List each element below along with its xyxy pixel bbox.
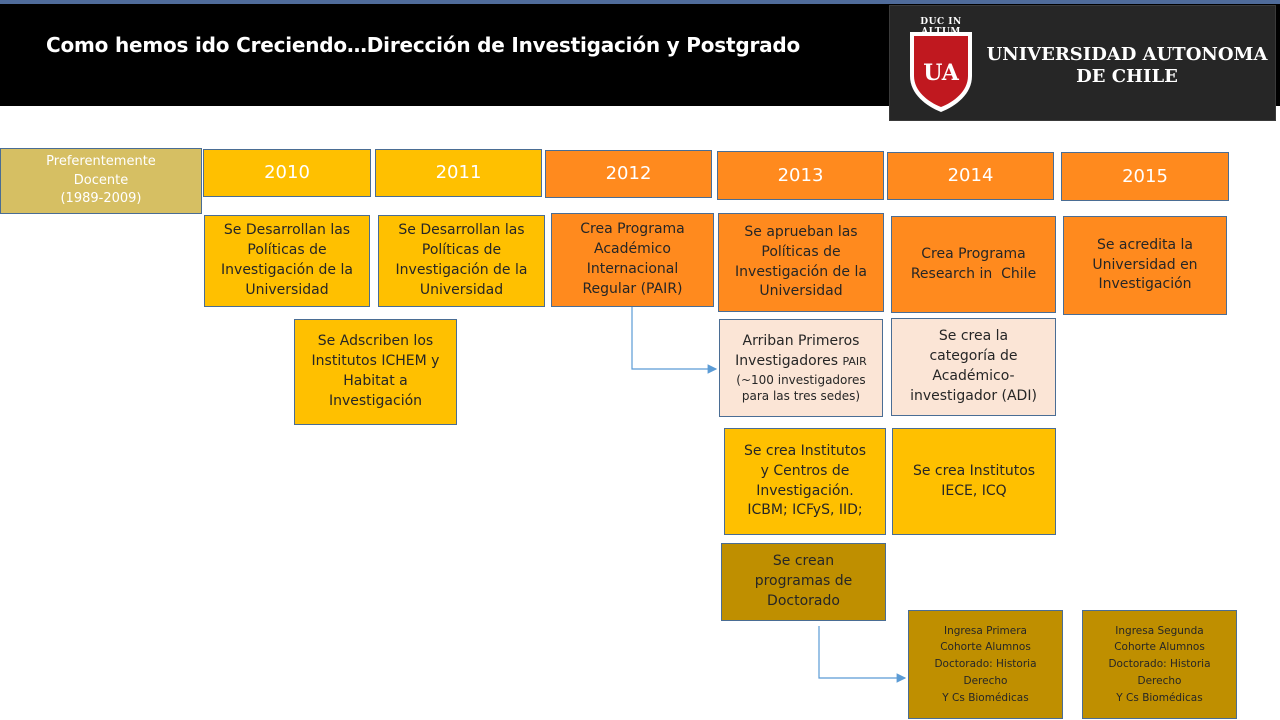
event-line: Investigación de la	[221, 262, 353, 278]
event-line: Cohorte Alumnos	[1114, 641, 1205, 654]
logo-name-line2: DE CHILE	[1076, 66, 1178, 87]
event-line: Derecho	[963, 674, 1008, 687]
event-text-small: PAIR	[842, 354, 867, 368]
slide-title: Como hemos ido Creciendo…Dirección de Investigación y Postgrado	[46, 33, 801, 57]
event-line: Se Desarrollan las	[223, 222, 351, 239]
event-line: Investigación	[1098, 276, 1192, 293]
event-line: Doctorado: Historia	[1108, 658, 1211, 671]
event-2011-policies	[378, 215, 545, 307]
event-line: Crea Programa	[921, 245, 1026, 262]
shield-icon	[906, 30, 976, 114]
event-line: Cohorte Alumnos	[940, 641, 1031, 654]
event-institutes-adscribed	[294, 319, 457, 425]
period-line3: (1989-2009)	[60, 191, 142, 207]
event-2013-doctorate-programs	[721, 543, 886, 621]
logo-motto: DUC IN	[920, 17, 962, 27]
event-2014-research-in-chile	[891, 216, 1056, 313]
arrow-pair-to-researchers	[632, 307, 716, 369]
logo-initials: UA	[923, 60, 959, 86]
year-2012: 2012	[545, 150, 712, 198]
logo-name-line1: UNIVERSIDAD AUTONOMA	[986, 44, 1268, 65]
event-line: Académico-	[932, 368, 1015, 384]
event-line: Se crean	[772, 553, 835, 570]
period-line1: Preferentemente	[46, 153, 156, 169]
event-2015-second-cohort	[1082, 610, 1237, 719]
event-line: Habitat a	[343, 373, 408, 389]
event-line: Investigación.	[756, 482, 854, 499]
event-line: IECE, ICQ	[941, 482, 1007, 499]
event-line: Investigación de la	[395, 262, 528, 278]
event-line: Se acredita la	[1096, 236, 1194, 253]
event-line: Se crea Institutos	[743, 442, 867, 459]
event-line: Y Cs Biomédicas	[1116, 691, 1203, 704]
event-line: Universidad	[759, 283, 843, 300]
event-2014-institutes-created	[892, 428, 1056, 535]
event-line: categoría de	[929, 348, 1018, 365]
university-logo	[889, 5, 1276, 121]
event-line: Se Adscriben los	[317, 333, 434, 350]
event-line: Crea Programa	[580, 221, 685, 238]
period-preferentemente-docente	[0, 148, 202, 214]
year-2015: 2015	[1061, 152, 1229, 201]
event-line: Se aprueban las	[744, 223, 858, 240]
event-line: Arriban Primeros	[742, 332, 860, 349]
event-line: Políticas de	[421, 242, 502, 259]
arrow-doctorates-to-cohort	[819, 626, 905, 678]
year-2013: 2013	[717, 151, 884, 200]
event-line: para las tres sedes)	[741, 388, 861, 403]
event-2010-policies	[204, 215, 370, 307]
event-line: Y Cs Biomédicas	[942, 691, 1029, 704]
event-line: Ingresa Primera	[943, 624, 1027, 637]
period-line2: Docente	[73, 172, 129, 188]
event-line: Derecho	[1137, 674, 1182, 687]
event-line: Doctorado	[767, 592, 840, 609]
event-line: ICBM; ICFyS, IID;	[747, 502, 863, 519]
year-2011: 2011	[375, 149, 542, 197]
event-line: Doctorado: Historia	[934, 658, 1037, 671]
event-line: y Centros de	[760, 462, 850, 479]
event-line: Universidad	[419, 281, 504, 298]
event-2013-policies-approved	[718, 213, 884, 312]
event-2012-pair-program	[551, 213, 714, 307]
event-2014-first-cohort	[908, 610, 1063, 719]
event-line: Políticas de	[761, 243, 841, 260]
event-line: Institutos ICHEM y	[311, 353, 440, 370]
event-line	[735, 352, 867, 372]
event-line: Se crea Institutos	[912, 462, 1036, 479]
event-line: Universidad en	[1092, 256, 1198, 273]
event-line: Se Desarrollan las	[398, 222, 525, 239]
event-line: Investigación de la	[735, 263, 867, 280]
year-2014: 2014	[887, 152, 1054, 200]
event-line: Universidad	[245, 281, 329, 298]
event-line: Académico	[594, 241, 671, 258]
event-2013-institutes-created	[724, 428, 886, 535]
event-text: Investigadores	[735, 352, 843, 369]
event-line: Ingresa Segunda	[1115, 624, 1204, 637]
event-line: Políticas de	[247, 242, 327, 259]
event-2013-first-researchers	[719, 319, 883, 417]
event-line: Research in Chile	[910, 265, 1037, 282]
event-line: Se crea la	[938, 328, 1009, 345]
event-line: investigador (ADI)	[910, 387, 1037, 404]
header-top-line	[0, 0, 1280, 4]
event-line: (~100 investigadores	[736, 372, 866, 387]
year-2010: 2010	[203, 149, 371, 197]
event-line: programas de	[754, 573, 853, 590]
event-2014-adi-category	[891, 318, 1056, 416]
event-2015-accreditation	[1063, 216, 1227, 315]
event-line: Internacional	[586, 261, 679, 277]
event-line: Investigación	[328, 392, 423, 409]
event-line: Regular (PAIR)	[582, 280, 683, 297]
logo-university-name	[986, 44, 1268, 88]
